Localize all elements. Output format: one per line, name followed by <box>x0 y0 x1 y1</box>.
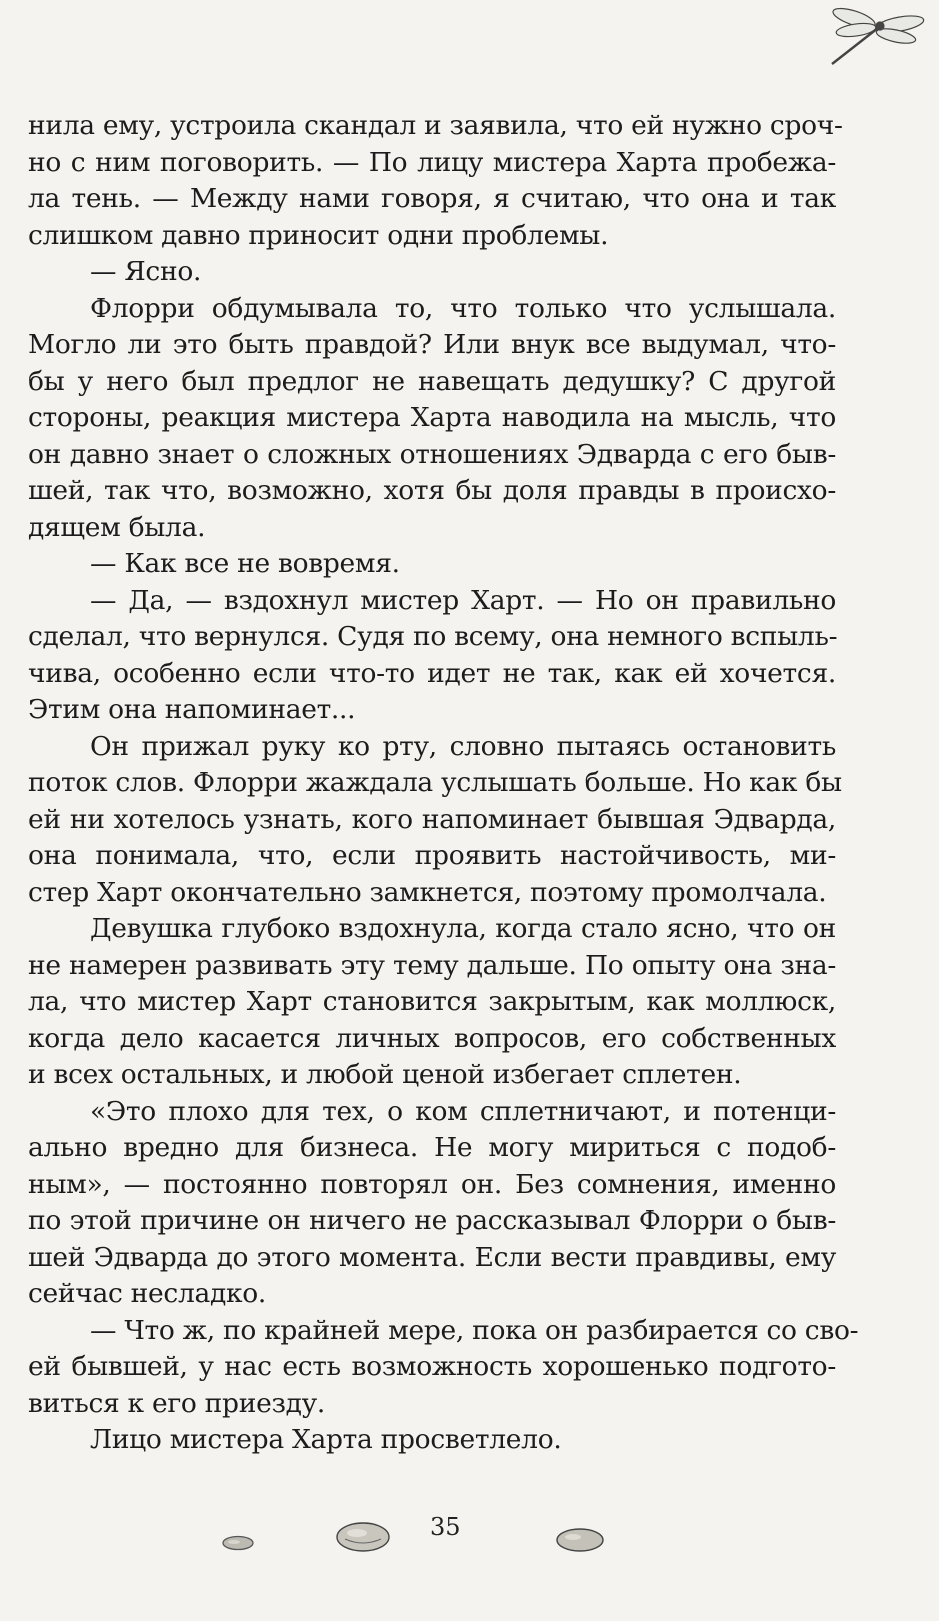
pebble-icon <box>222 1535 254 1551</box>
text-line: бы у него был предлог не навещать дедушку? С другой <box>28 365 836 397</box>
text-line: когда дело касается личных вопросов, его собственных <box>28 1022 836 1054</box>
text-line: стороны, реакция мистера Харта наводила на мысль, что <box>28 402 836 433</box>
text-line: она понимала, что, если проявить настойчивость, ми- <box>28 840 836 871</box>
text-line: но с ним поговорить. — По лицу мистера Харта пробежа- <box>28 146 836 178</box>
text-line: ным», — постоянно повторял он. Без сомнения, именно <box>28 1168 836 1200</box>
text-line: ально вредно для бизнеса. Не могу мириться с подоб- <box>28 1132 836 1163</box>
text-line: виться к его приезду. <box>28 1387 326 1419</box>
text-line: сейчас несладко. <box>28 1278 267 1309</box>
text-line: ей бывшей, у нас есть возможность хорошенько подгото- <box>28 1351 836 1382</box>
text-line: Флорри обдумывала то, что только что услышала. <box>90 292 836 324</box>
text-line: стер Харт окончательно замкнется, поэтому промолчала. <box>28 876 827 908</box>
text-line: слишком давно приносит одни проблемы. <box>28 219 609 251</box>
text-line: — Как все не вовремя. <box>90 548 400 579</box>
text-line: и всех остальных, и любой ценой избегает сплетен. <box>28 1059 742 1090</box>
pebble-icon <box>555 1527 605 1553</box>
pebble-icon <box>335 1521 391 1553</box>
text-line: «Это плохо для тех, о ком сплетничают, и потенци- <box>90 1095 836 1127</box>
text-line: поток слов. Флорри жаждала услышать больше. Но как бы <box>28 767 842 798</box>
text-line: чива, особенно если что-то идет не так, как ей хочется. <box>28 657 836 689</box>
text-line: — Что ж, по крайней мере, пока он разбирается со сво- <box>90 1314 859 1346</box>
text-line: шей, так что, возможно, хотя бы доля правды в происхо- <box>28 475 836 506</box>
text-line: Лицо мистера Харта просветлело. <box>90 1424 562 1455</box>
text-line: ла тень. — Между нами говоря, я считаю, что она и так <box>28 183 836 214</box>
text-line: Девушка глубоко вздохнула, когда стало ясно, что он <box>90 913 836 944</box>
text-line: сделал, что вернулся. Судя по всему, она немного вспыль- <box>28 621 838 652</box>
text-line: — Ясно. <box>90 256 202 287</box>
text-line: Он прижал руку ко рту, словно пытаясь остановить <box>90 730 836 762</box>
text-line: ла, что мистер Харт становится закрытым, как моллюск, <box>28 986 836 1017</box>
text-line: шей Эдварда до этого момента. Если вести правдивы, ему <box>28 1241 836 1273</box>
text-line: он давно знает о сложных отношениях Эдварда с его быв- <box>28 438 836 470</box>
text-line: — Да, — вздохнул мистер Харт. — Но он правильно <box>90 584 836 616</box>
text-line: не намерен развивать эту тему дальше. По опыту она зна- <box>28 949 836 981</box>
text-line: нила ему, устроила скандал и заявила, что ей нужно сроч- <box>28 110 843 141</box>
text-line: ей ни хотелось узнать, кого напоминает бывшая Эдварда, <box>28 803 836 835</box>
body-text <box>28 108 859 1459</box>
text-line: дящем была. <box>28 511 206 543</box>
text-line: Могло ли это быть правдой? Или внук все выдумал, что- <box>28 329 836 360</box>
text-line: по этой причине он ничего не рассказывал Флорри о быв- <box>28 1205 836 1236</box>
page-number: 35 <box>430 1513 461 1541</box>
dragonfly-icon <box>826 0 936 70</box>
text-line: Этим она напоминает... <box>28 694 356 725</box>
